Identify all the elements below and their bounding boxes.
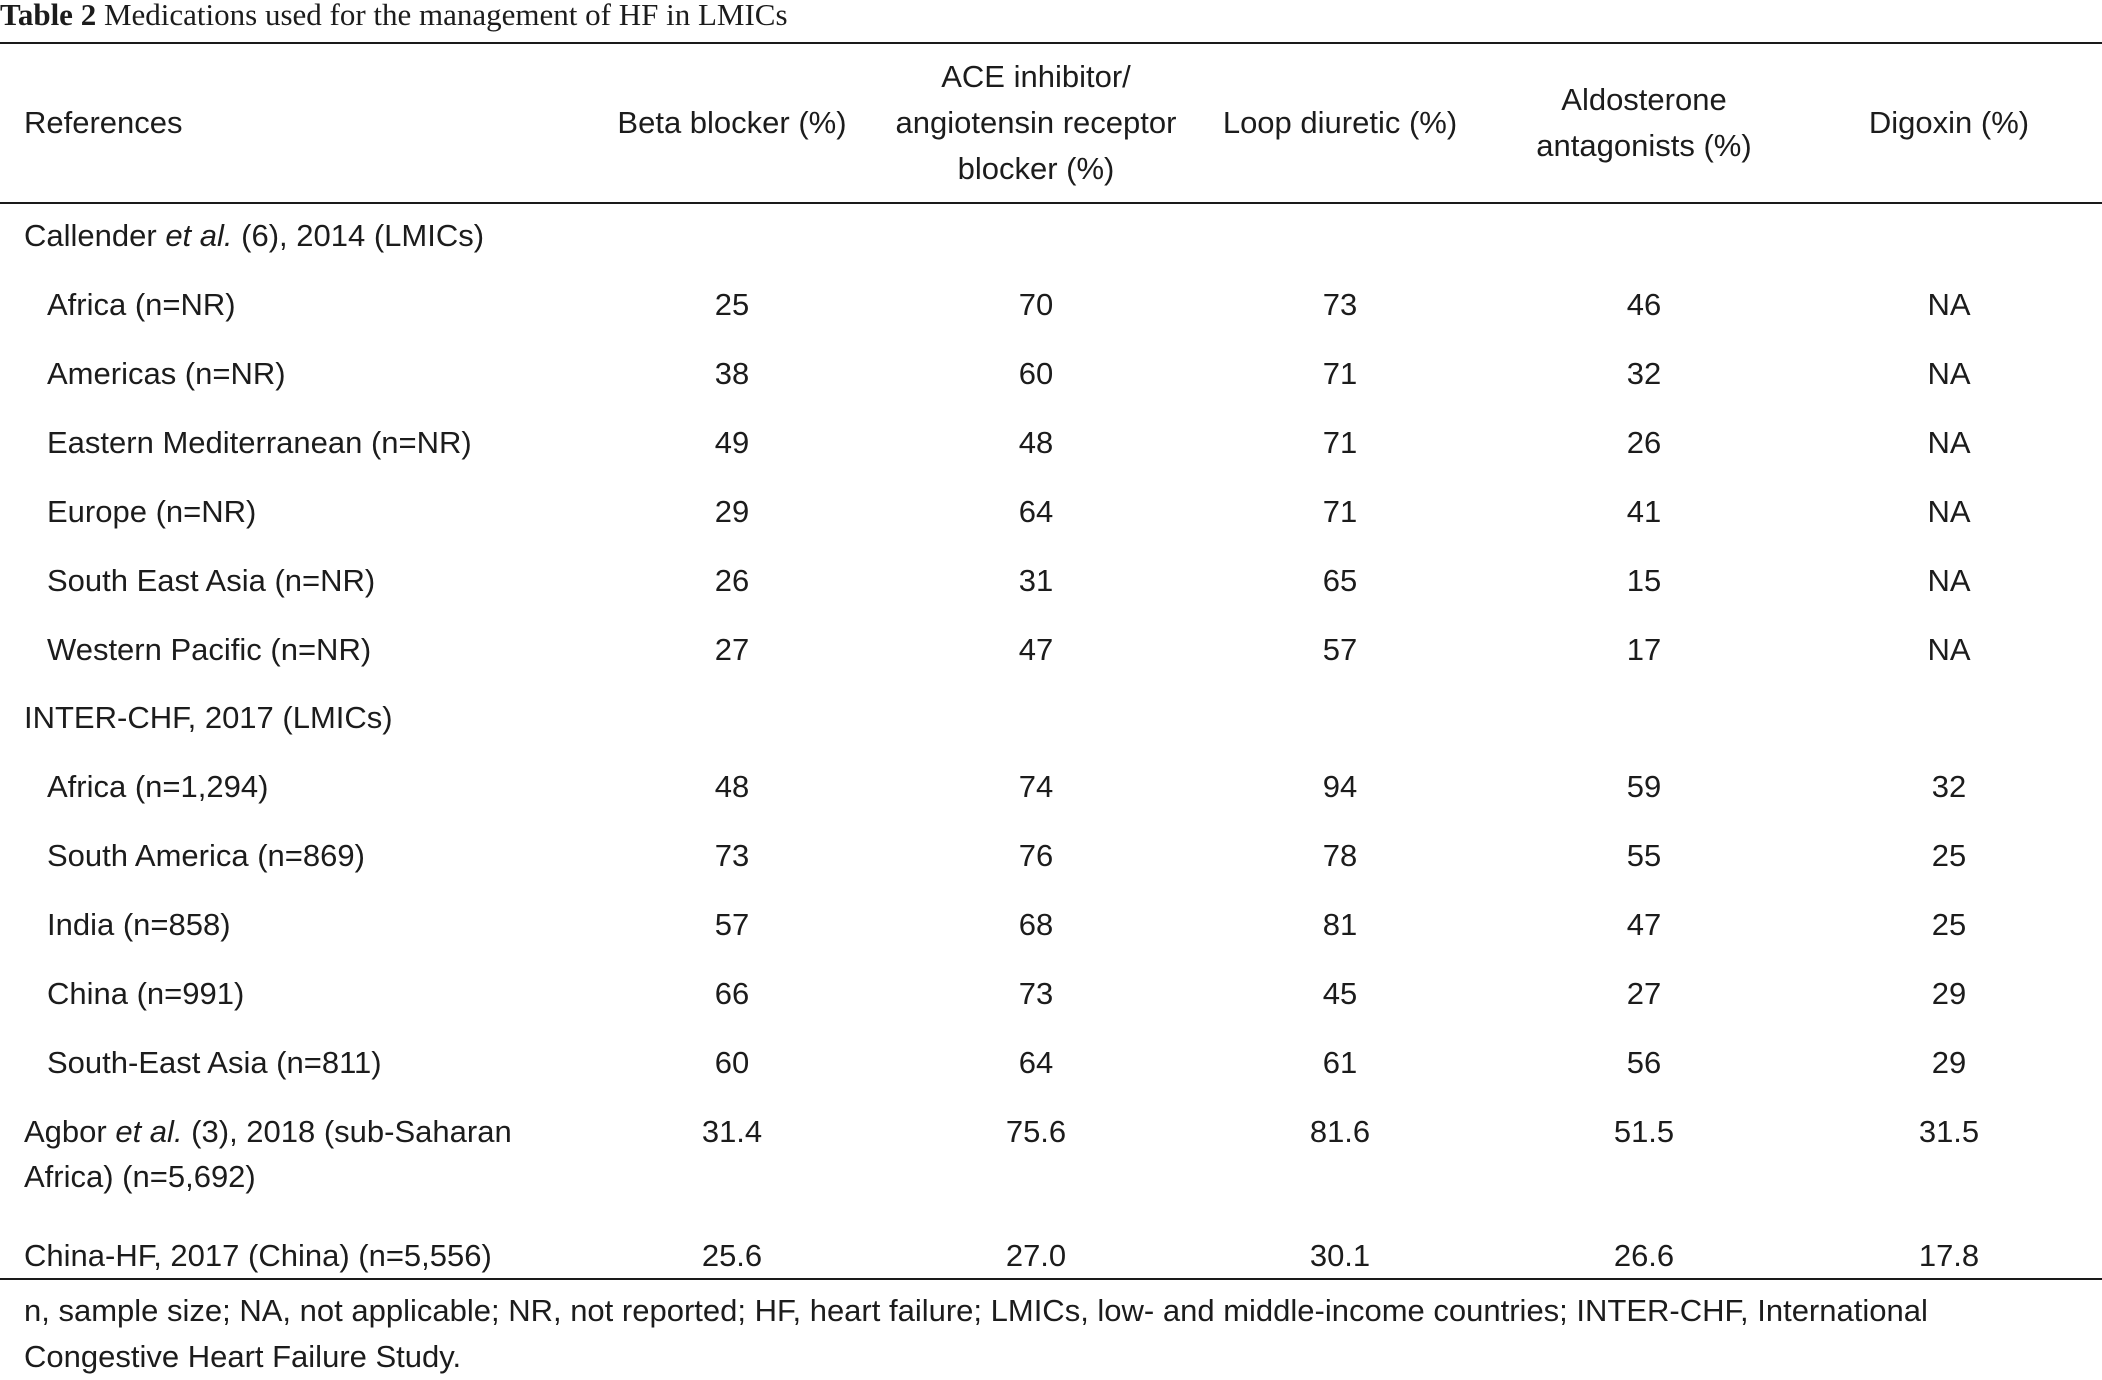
table-cell: 46	[1626, 286, 1662, 322]
table-cell: 48	[714, 768, 750, 804]
table-row	[0, 546, 2102, 615]
table-cell: 71	[1322, 493, 1358, 529]
row-label: China-HF, 2017 (China) (n=5,556)	[24, 1237, 492, 1273]
row-label: Africa (n=NR)	[47, 286, 236, 322]
table-cell: 29	[714, 493, 750, 529]
table-cell: 31.4	[701, 1114, 763, 1149]
table-cell: 29	[1931, 975, 1967, 1011]
table-row	[0, 408, 2102, 477]
row-label: Americas (n=NR)	[47, 355, 286, 391]
table-footnote: n, sample size; NA, not applicable; NR, not reported; HF, heart failure; LMICs, low- and middle-income countries; INTER-CHF, International Congestive Heart Failure Study.	[24, 1293, 1928, 1374]
table-cell: 64	[1018, 493, 1054, 529]
column-header-references: References	[24, 105, 183, 140]
table-cell: 94	[1322, 768, 1358, 804]
table-row	[0, 477, 2102, 546]
column-header-aldosterone: Aldosterone antagonists (%)	[1536, 82, 1752, 163]
header-rule	[0, 202, 2102, 204]
table-cell: 73	[714, 837, 750, 873]
bottom-rule	[0, 1278, 2102, 1280]
row-label: Agbor et al. (3), 2018 (sub-Saharan Africa) (n=5,692)	[24, 1114, 512, 1194]
table-caption	[0, 0, 788, 40]
table-cell: 38	[714, 355, 750, 391]
row-label: South-East Asia (n=811)	[47, 1044, 382, 1080]
table-cell: 70	[1018, 286, 1054, 322]
column-header-ace-arb: ACE inhibitor/ angiotensin receptor blocker (%)	[895, 59, 1177, 186]
table-cell: 17	[1626, 631, 1662, 667]
table-cell: 15	[1626, 562, 1662, 598]
table-row	[0, 615, 2102, 684]
row-label: Europe (n=NR)	[47, 493, 257, 529]
table-body	[0, 202, 2102, 1290]
table-cell: 59	[1626, 768, 1662, 804]
column-header-beta-blocker: Beta blocker (%)	[617, 105, 847, 140]
row-label: Africa (n=1,294)	[47, 768, 269, 804]
table-cell: 17.8	[1918, 1237, 1980, 1273]
table-cell: 26	[1626, 424, 1662, 460]
table-cell: 32	[1626, 355, 1662, 391]
table-number: Table 2	[0, 0, 97, 32]
table-cell: 48	[1018, 424, 1054, 460]
row-label: Western Pacific (n=NR)	[47, 631, 372, 667]
table-cell: NA	[1927, 286, 1971, 322]
table-cell: 76	[1018, 837, 1054, 873]
row-label: India (n=858)	[47, 906, 231, 942]
table-cell: 75.6	[1005, 1114, 1067, 1149]
table-cell: 27	[1626, 975, 1662, 1011]
table-cell: 60	[714, 1044, 750, 1080]
table-cell: 27	[714, 631, 750, 667]
table-row	[0, 821, 2102, 890]
table-cell: 26	[714, 562, 750, 598]
table-cell: 64	[1018, 1044, 1054, 1080]
table-cell: 32	[1931, 768, 1967, 804]
table-row	[0, 752, 2102, 821]
table-row	[0, 890, 2102, 959]
header-row	[0, 44, 2102, 202]
table-cell: 45	[1322, 975, 1358, 1011]
table-cell: 55	[1626, 837, 1662, 873]
group-row	[0, 202, 2102, 270]
table-cell: 81	[1322, 906, 1358, 942]
table-row	[0, 339, 2102, 408]
column-header-loop-diuretic: Loop diuretic (%)	[1222, 105, 1458, 140]
table-row	[0, 270, 2102, 339]
table-cell: 56	[1626, 1044, 1662, 1080]
medications-table	[0, 44, 2102, 1290]
table-cell: NA	[1927, 424, 1971, 460]
table-cell: 57	[714, 906, 750, 942]
table-cell: 26.6	[1613, 1237, 1675, 1273]
column-header-digoxin: Digoxin (%)	[1868, 105, 2030, 140]
table-cell: 81.6	[1309, 1114, 1371, 1149]
table-cell: 47	[1018, 631, 1054, 667]
table-cell: 68	[1018, 906, 1054, 942]
row-label: Callender et al. (6), 2014 (LMICs)	[24, 218, 485, 253]
table-cell: 65	[1322, 562, 1358, 598]
table-cell: 25	[1931, 906, 1967, 942]
table-row	[0, 1028, 2102, 1097]
table-cell: 25	[1931, 837, 1967, 873]
table-cell: 66	[714, 975, 750, 1011]
table-title: Medications used for the management of HF in LMICs	[103, 0, 788, 32]
table-cell: 74	[1018, 768, 1054, 804]
table-cell: 57	[1322, 631, 1358, 667]
table-cell: 61	[1322, 1044, 1358, 1080]
table-cell: NA	[1927, 562, 1971, 598]
group-row	[0, 684, 2102, 752]
row-label: Eastern Mediterranean (n=NR)	[47, 424, 472, 460]
table-cell: 25	[714, 286, 750, 322]
row-label: China (n=991)	[47, 975, 245, 1011]
table-row	[0, 1097, 2102, 1221]
table-cell: NA	[1927, 355, 1971, 391]
table-cell: 27.0	[1005, 1237, 1067, 1273]
table-cell: 25.6	[701, 1237, 763, 1273]
table-row	[0, 959, 2102, 1028]
row-label: South East Asia (n=NR)	[47, 562, 376, 598]
table-cell: 73	[1018, 975, 1054, 1011]
table-cell: 71	[1322, 355, 1358, 391]
table-cell: 71	[1322, 424, 1358, 460]
table-cell: 30.1	[1309, 1237, 1371, 1273]
table-cell: 78	[1322, 837, 1358, 873]
table-cell: 49	[714, 424, 750, 460]
table-cell: 29	[1931, 1044, 1967, 1080]
table-cell: 73	[1322, 286, 1358, 322]
table-cell: 31	[1018, 562, 1054, 598]
row-label: South America (n=869)	[47, 837, 365, 873]
table-cell: NA	[1927, 631, 1971, 667]
row-label: INTER-CHF, 2017 (LMICs)	[24, 700, 393, 735]
table-cell: 47	[1626, 906, 1662, 942]
table-cell: 41	[1626, 493, 1662, 529]
table-cell: 51.5	[1613, 1114, 1675, 1149]
table-cell: 31.5	[1918, 1114, 1980, 1149]
table-cell: 60	[1018, 355, 1054, 391]
table-cell: NA	[1927, 493, 1971, 529]
